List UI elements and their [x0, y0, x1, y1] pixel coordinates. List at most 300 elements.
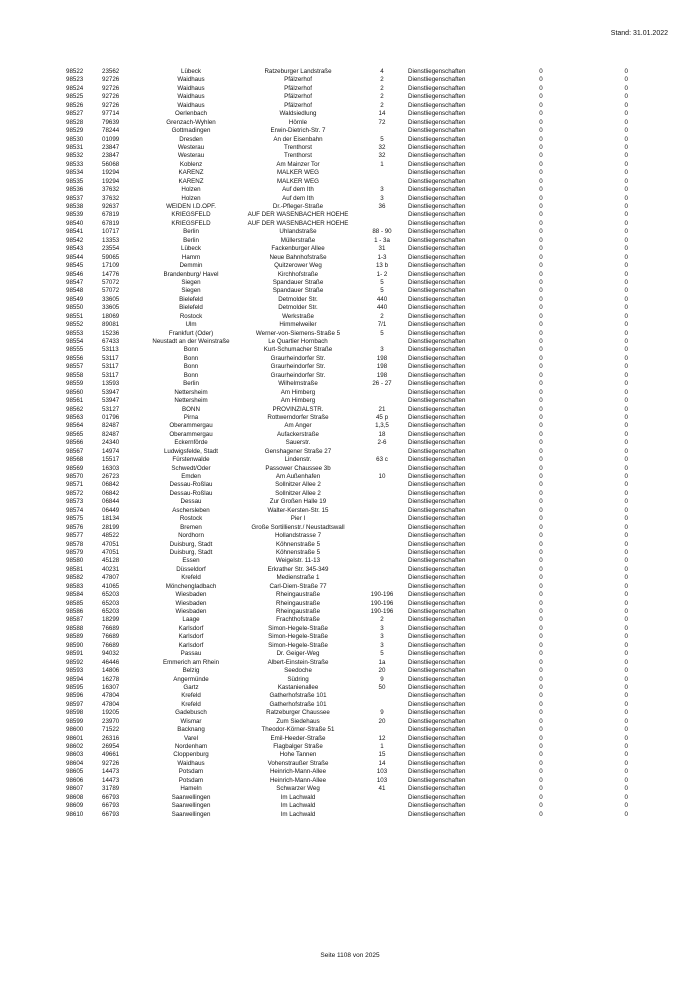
street-cell: Müllerstraße [280, 236, 316, 244]
category-cell: Dienstliegenschaften [408, 422, 466, 430]
value-a-cell: 0 [539, 228, 543, 236]
house-number-cell [356, 811, 408, 819]
id-cell: 98540 [66, 219, 84, 227]
table-row [66, 220, 642, 228]
category-cell: Dienstliegenschaften [408, 785, 466, 793]
city-cell: Nordenham [174, 743, 208, 750]
category-cell: Dienstliegenschaften [408, 118, 466, 126]
value-a-cell: 0 [539, 456, 543, 464]
city-cell: Eckernförde [174, 439, 208, 447]
city-cell: Oberammergau [169, 422, 213, 430]
value-b-cell: 0 [624, 464, 628, 472]
category-cell: Dienstliegenschaften [408, 312, 466, 320]
value-b-cell: 0 [624, 743, 628, 750]
value-b-cell: 0 [624, 439, 628, 447]
value-a-cell: 0 [539, 582, 543, 590]
house-number-cell: 20 [378, 667, 386, 675]
value-a-cell: 0 [539, 354, 543, 362]
value-a-cell: 0 [539, 219, 543, 227]
id-cell: 98559 [66, 380, 84, 388]
value-b-cell: 0 [624, 447, 628, 455]
table-row [66, 102, 642, 110]
value-b-cell: 0 [624, 591, 628, 599]
postcode-cell: 82487 [102, 422, 120, 430]
postcode-cell: 76689 [102, 624, 120, 632]
table-row [66, 313, 642, 321]
category-cell: Dienstliegenschaften [408, 228, 466, 236]
category-cell: Dienstliegenschaften [408, 624, 466, 632]
city-cell: Waidhaus [177, 759, 205, 767]
street-cell: Große Sortillienstr./ Neustadtswall [251, 523, 345, 531]
city-cell: Holzen [181, 186, 201, 194]
id-cell: 98564 [66, 422, 84, 430]
category-cell: Dienstliegenschaften [408, 169, 466, 177]
house-number-cell: 20 [378, 717, 386, 725]
postcode-cell: 37632 [102, 186, 120, 194]
id-cell: 98529 [66, 127, 84, 135]
value-b-cell: 0 [624, 616, 628, 624]
value-b-cell: 0 [624, 700, 628, 708]
category-cell: Dienstliegenschaften [408, 270, 466, 278]
city-cell: Siegen [181, 278, 201, 286]
id-cell: 98543 [66, 245, 84, 253]
value-b-cell: 0 [624, 557, 628, 565]
house-number-cell: 3 [380, 346, 384, 354]
id-cell: 98581 [66, 565, 84, 573]
value-a-cell: 0 [539, 439, 543, 447]
postcode-cell: 47051 [102, 548, 120, 556]
table-row [66, 178, 642, 186]
value-a-cell: 0 [539, 312, 543, 320]
table-row [66, 144, 642, 152]
city-cell: KRIEGSFELD [171, 211, 211, 219]
id-cell: 98553 [66, 329, 84, 337]
value-a-cell: 0 [539, 321, 543, 329]
id-cell: 98610 [66, 810, 84, 818]
value-a-cell: 0 [539, 759, 543, 767]
street-cell: Pfälzerhof [284, 93, 312, 101]
category-cell: Dienstliegenschaften [408, 380, 466, 388]
house-number-cell [356, 574, 408, 582]
postcode-cell: 47804 [102, 700, 120, 708]
value-b-cell: 0 [624, 658, 628, 666]
value-b-cell: 0 [624, 582, 628, 590]
house-number-cell: 1-3 [377, 253, 387, 261]
value-a-cell: 0 [539, 675, 543, 683]
postcode-cell: 14776 [102, 270, 120, 278]
id-cell: 98556 [66, 354, 84, 362]
id-cell: 98605 [66, 768, 84, 776]
id-cell: 98584 [66, 591, 84, 599]
table-row [66, 406, 642, 414]
house-number-cell: 3 [380, 633, 384, 641]
value-a-cell: 0 [539, 667, 543, 675]
value-a-cell: 0 [539, 683, 543, 691]
value-b-cell: 0 [624, 574, 628, 582]
value-a-cell: 0 [539, 169, 543, 177]
table-row [66, 279, 642, 287]
id-cell: 98578 [66, 540, 84, 548]
table-row [66, 465, 642, 473]
value-a-cell: 0 [539, 262, 543, 270]
value-a-cell: 0 [539, 76, 543, 84]
value-b-cell: 0 [624, 68, 628, 75]
value-a-cell: 0 [539, 608, 543, 615]
street-cell: Am Himberg [280, 397, 316, 405]
house-number-cell [356, 583, 408, 591]
category-cell: Dienstliegenschaften [408, 498, 466, 506]
city-cell: Karlsdorf [178, 624, 204, 632]
city-cell: Rostock [179, 312, 203, 320]
table-row [66, 330, 642, 338]
city-cell: KRIEGSFELD [171, 219, 211, 227]
value-a-cell: 0 [539, 810, 543, 818]
id-cell: 98536 [66, 186, 84, 194]
value-b-cell: 0 [624, 532, 628, 540]
city-cell: Neustadt an der Weinstraße [152, 338, 230, 345]
street-cell: Kirchhofstraße [277, 270, 319, 278]
postcode-cell: 47807 [102, 574, 120, 582]
table-row [66, 271, 642, 279]
category-cell: Dienstliegenschaften [408, 262, 466, 270]
category-cell: Dienstliegenschaften [408, 582, 466, 590]
id-cell: 98563 [66, 413, 84, 421]
value-b-cell: 0 [624, 211, 628, 219]
id-cell: 98530 [66, 135, 84, 143]
city-cell: Waidhaus [177, 93, 205, 101]
category-cell: Dienstliegenschaften [408, 304, 466, 312]
city-cell: Dessau-Roßlau [169, 489, 213, 497]
table-row [66, 650, 642, 658]
postcode-cell: 53947 [102, 397, 120, 405]
table-row [66, 76, 642, 84]
id-cell: 98588 [66, 624, 84, 632]
id-cell: 98562 [66, 405, 84, 413]
house-number-cell: 190-196 [370, 599, 394, 607]
street-cell: Auf dem Ith [282, 194, 314, 202]
id-cell: 98542 [66, 236, 84, 244]
street-cell: An der Eisenbahn [273, 135, 323, 143]
category-cell: Dienstliegenschaften [408, 295, 466, 303]
id-cell: 98525 [66, 93, 84, 101]
value-b-cell: 0 [624, 802, 628, 810]
postcode-cell: 97714 [102, 110, 120, 118]
value-b-cell: 0 [624, 726, 628, 734]
city-cell: Karlsdorf [178, 641, 204, 649]
house-number-cell [356, 481, 408, 489]
id-cell: 98596 [66, 692, 84, 700]
value-b-cell: 0 [624, 295, 628, 303]
house-number-cell: 32 [378, 143, 386, 151]
table-row [66, 355, 642, 363]
id-cell: 98560 [66, 388, 84, 396]
house-number-cell [356, 465, 408, 473]
value-b-cell: 0 [624, 489, 628, 497]
category-cell: Dienstliegenschaften [408, 397, 466, 405]
value-b-cell: 0 [624, 84, 628, 92]
house-number-cell: 1- 2 [376, 270, 388, 278]
city-cell: Hamm [181, 253, 201, 261]
postcode-cell: 19294 [102, 177, 120, 185]
value-a-cell: 0 [539, 194, 543, 202]
city-cell: Westerau [177, 143, 205, 151]
id-cell: 98573 [66, 498, 84, 506]
city-cell: Oerlenbach [175, 110, 207, 118]
postcode-cell: 06842 [102, 481, 120, 489]
city-cell: Berlin [183, 228, 199, 236]
postcode-cell: 14974 [102, 447, 120, 455]
id-cell: 98600 [66, 726, 84, 734]
street-cell: AUF DER WASENBACHER HOEHE [247, 219, 349, 227]
id-cell: 98609 [66, 802, 84, 810]
category-cell: Dienstliegenschaften [408, 734, 466, 742]
id-cell: 98580 [66, 557, 84, 565]
id-cell: 98594 [66, 675, 84, 683]
street-cell: Hohe Tannen [279, 751, 317, 759]
table-row [66, 684, 642, 692]
house-number-cell: 1 [380, 160, 384, 168]
city-cell: Bonn [183, 346, 199, 354]
street-cell: Simon-Hegele-Straße [268, 641, 328, 649]
city-cell: Ulm [185, 321, 197, 329]
value-b-cell: 0 [624, 76, 628, 84]
value-b-cell: 0 [624, 169, 628, 177]
city-cell: Frankfurt (Oder) [168, 329, 214, 337]
value-a-cell: 0 [539, 203, 543, 210]
street-cell: Albert-Einstein-Straße [267, 658, 329, 666]
category-cell: Dienstliegenschaften [408, 430, 466, 438]
id-cell: 98586 [66, 608, 84, 615]
id-cell: 98544 [66, 253, 84, 261]
street-cell: Sollnitzer Allee 2 [275, 481, 321, 489]
id-cell: 98551 [66, 312, 84, 320]
value-b-cell: 0 [624, 245, 628, 253]
value-a-cell: 0 [539, 211, 543, 219]
city-cell: Dresden [179, 135, 203, 143]
house-number-cell: 2-6 [377, 439, 387, 447]
value-a-cell: 0 [539, 304, 543, 312]
category-cell: Dienstliegenschaften [408, 388, 466, 396]
street-cell: Spandauer Straße [272, 278, 324, 286]
value-a-cell: 0 [539, 413, 543, 421]
category-cell: Dienstliegenschaften [408, 633, 466, 641]
id-cell: 98595 [66, 683, 84, 691]
value-a-cell: 0 [539, 768, 543, 776]
postcode-cell: 16307 [102, 683, 120, 691]
id-cell: 98557 [66, 363, 84, 371]
city-cell: Wiesbaden [175, 608, 207, 615]
postcode-cell: 92726 [102, 93, 120, 101]
street-cell: Aufackerstraße [277, 430, 319, 438]
id-cell: 98566 [66, 439, 84, 447]
value-a-cell: 0 [539, 447, 543, 455]
value-b-cell: 0 [624, 768, 628, 776]
table-row [66, 262, 642, 270]
city-cell: Krefeld [181, 574, 201, 582]
house-number-cell: 72 [378, 118, 386, 126]
postcode-cell: 66793 [102, 802, 120, 810]
id-cell: 98555 [66, 346, 84, 354]
value-a-cell: 0 [539, 557, 543, 565]
street-cell: Weigelstr. 11-13 [275, 557, 321, 565]
city-cell: Fürstenwalde [172, 456, 210, 464]
postcode-cell: 67433 [102, 338, 120, 345]
city-cell: Lübeck [181, 68, 201, 75]
value-b-cell: 0 [624, 304, 628, 312]
street-cell: Simon-Hegele-Straße [268, 624, 328, 632]
value-a-cell: 0 [539, 329, 543, 337]
value-a-cell: 0 [539, 591, 543, 599]
table-row [66, 186, 642, 194]
house-number-cell: 32 [378, 152, 386, 160]
house-number-cell: 2 [380, 84, 384, 92]
postcode-cell: 65203 [102, 599, 120, 607]
house-number-cell [356, 397, 408, 405]
house-number-cell [356, 507, 408, 515]
table-row [66, 372, 642, 380]
postcode-cell: 71522 [102, 726, 120, 734]
category-cell: Dienstliegenschaften [408, 506, 466, 514]
value-a-cell: 0 [539, 548, 543, 556]
value-b-cell: 0 [624, 354, 628, 362]
value-a-cell: 0 [539, 245, 543, 253]
city-cell: Oberammergau [169, 430, 213, 438]
table-row [66, 633, 642, 641]
table-row [66, 473, 642, 481]
postcode-cell: 18134 [102, 515, 120, 523]
table-row [66, 591, 642, 599]
category-cell: Dienstliegenschaften [408, 591, 466, 599]
category-cell: Dienstliegenschaften [408, 768, 466, 776]
street-cell: Pfälzerhof [284, 101, 312, 109]
city-cell: Siegen [181, 287, 201, 295]
house-number-cell [356, 220, 408, 228]
category-cell: Dienstliegenschaften [408, 211, 466, 219]
id-cell: 98603 [66, 751, 84, 759]
table-row [66, 541, 642, 549]
category-cell: Dienstliegenschaften [408, 565, 466, 573]
id-cell: 98607 [66, 785, 84, 793]
postcode-cell: 06844 [102, 498, 120, 506]
house-number-cell: 5 [380, 278, 384, 286]
street-cell: Am Mainzer Tor [276, 160, 320, 168]
postcode-cell: 79639 [102, 118, 120, 126]
postcode-cell: 17109 [102, 262, 120, 270]
category-cell: Dienstliegenschaften [408, 287, 466, 295]
value-b-cell: 0 [624, 523, 628, 531]
postcode-cell: 18069 [102, 312, 120, 320]
postcode-cell: 23847 [102, 152, 120, 160]
city-cell: Passau [180, 650, 202, 658]
table-row [66, 549, 642, 557]
street-cell: Trenthorst [284, 152, 312, 160]
house-number-cell [356, 566, 408, 574]
city-cell: Aschersleben [172, 506, 210, 514]
table-row [66, 583, 642, 591]
street-cell: Köhnenstraße 5 [275, 548, 321, 556]
value-b-cell: 0 [624, 219, 628, 227]
id-cell: 98523 [66, 76, 84, 84]
postcode-cell: 28199 [102, 523, 120, 531]
house-number-cell: 36 [378, 203, 386, 210]
street-cell: Lindenstr. [284, 456, 312, 464]
table-row [66, 439, 642, 447]
value-b-cell: 0 [624, 203, 628, 210]
postcode-cell: 41065 [102, 582, 120, 590]
house-number-cell [356, 541, 408, 549]
table-row [66, 397, 642, 405]
postcode-cell: 14806 [102, 667, 120, 675]
value-a-cell: 0 [539, 422, 543, 430]
table-row [66, 566, 642, 574]
value-b-cell: 0 [624, 101, 628, 109]
postcode-cell: 33605 [102, 304, 120, 312]
postcode-cell: 53117 [102, 371, 119, 379]
id-cell: 98568 [66, 456, 84, 464]
table-row [66, 735, 642, 743]
street-cell: Gatherhofstraße 101 [269, 692, 327, 700]
street-cell: Werner-von-Siemens-Straße 5 [255, 329, 341, 337]
house-number-cell: 2 [380, 93, 384, 101]
category-cell: Dienstliegenschaften [408, 245, 466, 253]
value-a-cell: 0 [539, 709, 543, 717]
table-row [66, 414, 642, 422]
city-cell: Bonn [183, 371, 199, 379]
category-cell: Dienstliegenschaften [408, 776, 466, 784]
city-cell: Angermünde [173, 675, 209, 683]
house-number-cell: 190-196 [370, 591, 394, 599]
city-cell: Düsseldorf [176, 565, 206, 573]
house-number-cell: 2 [380, 76, 384, 84]
house-number-cell [356, 701, 408, 709]
value-a-cell: 0 [539, 565, 543, 573]
table-row [66, 676, 642, 684]
postcode-cell: 47051 [102, 540, 120, 548]
id-cell: 98532 [66, 152, 84, 160]
id-cell: 98571 [66, 481, 84, 489]
table-row [66, 760, 642, 768]
table-row [66, 110, 642, 118]
value-b-cell: 0 [624, 346, 628, 354]
postcode-cell: 14473 [102, 776, 120, 784]
id-cell: 98528 [66, 118, 84, 126]
table-row [66, 431, 642, 439]
street-cell: Frachthofstraße [276, 616, 320, 624]
value-a-cell: 0 [539, 574, 543, 582]
city-cell: Saarwellingen [171, 810, 211, 818]
value-b-cell: 0 [624, 456, 628, 464]
category-cell: Dienstliegenschaften [408, 700, 466, 708]
value-a-cell: 0 [539, 700, 543, 708]
house-number-cell [356, 211, 408, 219]
table-row [66, 380, 642, 388]
value-b-cell: 0 [624, 338, 628, 345]
value-b-cell: 0 [624, 152, 628, 160]
city-cell: Duisburg, Stadt [169, 548, 213, 556]
street-cell: Ratzeburger Chaussee [266, 709, 330, 717]
value-a-cell: 0 [539, 785, 543, 793]
street-cell: Zur Großen Halle 19 [269, 498, 327, 506]
value-b-cell: 0 [624, 397, 628, 405]
value-a-cell: 0 [539, 489, 543, 497]
value-a-cell: 0 [539, 624, 543, 632]
id-cell: 98585 [66, 599, 84, 607]
id-cell: 98591 [66, 650, 84, 658]
street-cell: Himmelweiler [279, 321, 317, 329]
postcode-cell: 26316 [102, 734, 120, 742]
table-row [66, 363, 642, 371]
value-b-cell: 0 [624, 278, 628, 286]
